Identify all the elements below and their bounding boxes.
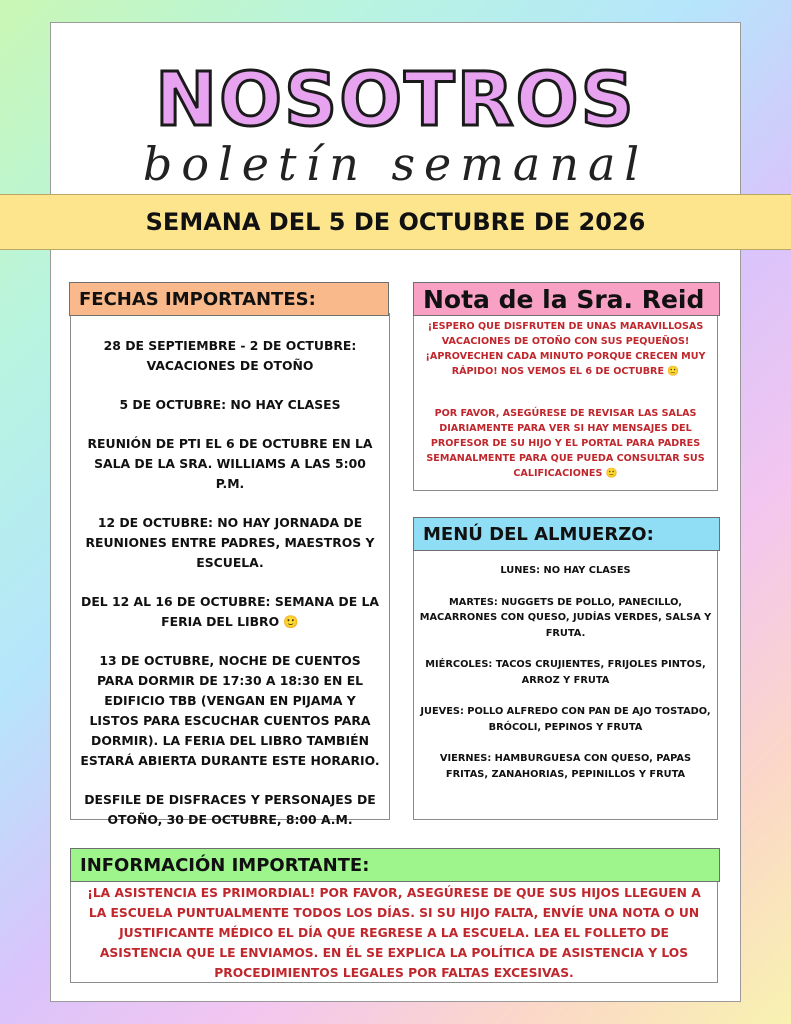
note-paragraph: POR FAVOR, ASEGÚRESE DE REVISAR LAS SALAS DIARIAMENTE PARA VER SI HAY MENSAJES DEL PROFESOR DE SU HIJO Y EL PORTAL PARA PADRES SEMANALMENTE PARA QUE PUEDA CONSULTAR SUS CALIFICACIONES 🙂 — [426, 408, 705, 479]
date-item: 12 DE OCTUBRE: NO HAY JORNADA DE REUNIONES ENTRE PADRES, MAESTROS Y ESCUELA. — [85, 515, 375, 570]
menu-item: MARTES: NUGGETS DE POLLO, PANECILLO, MACARRONES CON QUESO, JUDÍAS VERDES, SALSA Y FRUTA. — [419, 596, 712, 639]
date-item: 5 DE OCTUBRE: NO HAY CLASES — [119, 397, 341, 412]
lunch-menu-heading: MENÚ DEL ALMUERZO: — [413, 517, 720, 551]
lunch-menu-list — [414, 549, 717, 782]
week-label: SEMANA DEL 5 DE OCTUBRE DE 2026 — [145, 208, 646, 236]
menu-item: MIÉRCOLES: TACOS CRUJIENTES, FRIJOLES PINTOS, ARROZ Y FRUTA — [425, 659, 706, 686]
important-info-text: ¡LA ASISTENCIA ES PRIMORDIAL! POR FAVOR, ASEGÚRESE DE QUE SUS HIJOS LLEGUEN A LA ESCUELA PUNTUALMENTE TODOS LOS DÍAS. SI SU HIJO FALTA, ENVÍE UNA NOTA O UN JUSTIFICANTE MÉDICO EL DÍA QUE REGRESE A LA ESCUELA. LEA EL FOLLETO DE ASISTENCIA QUE LE ENVIAMOS. EN ÉL SE EXPLICA LA POLÍTICA DE ASISTENCIA Y LOS PROCEDIMIENTOS LEGALES POR FALTAS EXCESIVAS. — [87, 886, 701, 980]
teacher-note-content — [414, 314, 717, 481]
menu-item: LUNES: NO HAY CLASES — [500, 565, 631, 576]
important-dates-list — [71, 314, 389, 830]
menu-item: VIERNES: HAMBURGUESA CON QUESO, PAPAS FRITAS, ZANAHORIAS, PEPINILLOS Y FRUTA — [439, 753, 692, 780]
important-info-heading: INFORMACIÓN IMPORTANTE: — [70, 848, 720, 882]
newsletter-title: NOSOTROS — [155, 57, 636, 143]
date-item: 13 DE OCTUBRE, NOCHE DE CUENTOS PARA DORMIR DE 17:30 A 18:30 EN EL EDIFICIO TBB (VENGAN EN PIJAMA Y LISTOS PARA ESCUCHAR CUENTOS PARA DORMIR). LA FERIA DEL LIBRO TAMBIÉN ESTARÁ ABIERTA DURANTE ESTE HORARIO. — [80, 653, 380, 768]
note-paragraph: ¡ESPERO QUE DISFRUTEN DE UNAS MARAVILLOSAS VACACIONES DE OTOÑO CON SUS PEQUEÑOS! ¡APROVECHEN CADA MINUTO PORQUE CRECEN MUY RÁPIDO! NOS VEMOS EL 6 DE OCTUBRE 🙂 — [425, 321, 706, 377]
important-dates-heading: FECHAS IMPORTANTES: — [69, 282, 389, 316]
important-info-box — [70, 854, 718, 983]
week-banner — [0, 194, 791, 250]
date-item: DESFILE DE DISFRACES Y PERSONAJES DE OTOÑO, 30 DE OCTUBRE, 8:00 A.M. — [84, 792, 376, 827]
teacher-note-box — [413, 284, 718, 491]
date-item: DEL 12 AL 16 DE OCTUBRE: SEMANA DE LA FERIA DEL LIBRO 🙂 — [81, 594, 379, 629]
date-item: 28 DE SEPTIEMBRE - 2 DE OCTUBRE: VACACIONES DE OTOÑO — [103, 338, 357, 373]
date-item: REUNIÓN DE PTI EL 6 DE OCTUBRE EN LA SALA DE LA SRA. WILLIAMS A LAS 5:00 P.M. — [87, 436, 373, 491]
teacher-note-heading: Nota de la Sra. Reid — [413, 282, 720, 316]
important-dates-box — [70, 288, 390, 827]
lunch-menu-box — [413, 523, 718, 820]
menu-item: JUEVES: POLLO ALFREDO CON PAN DE AJO TOSTADO, BRÓCOLI, PEPINOS Y FRUTA — [420, 706, 711, 733]
newsletter-subtitle: boletín semanal — [142, 137, 649, 191]
